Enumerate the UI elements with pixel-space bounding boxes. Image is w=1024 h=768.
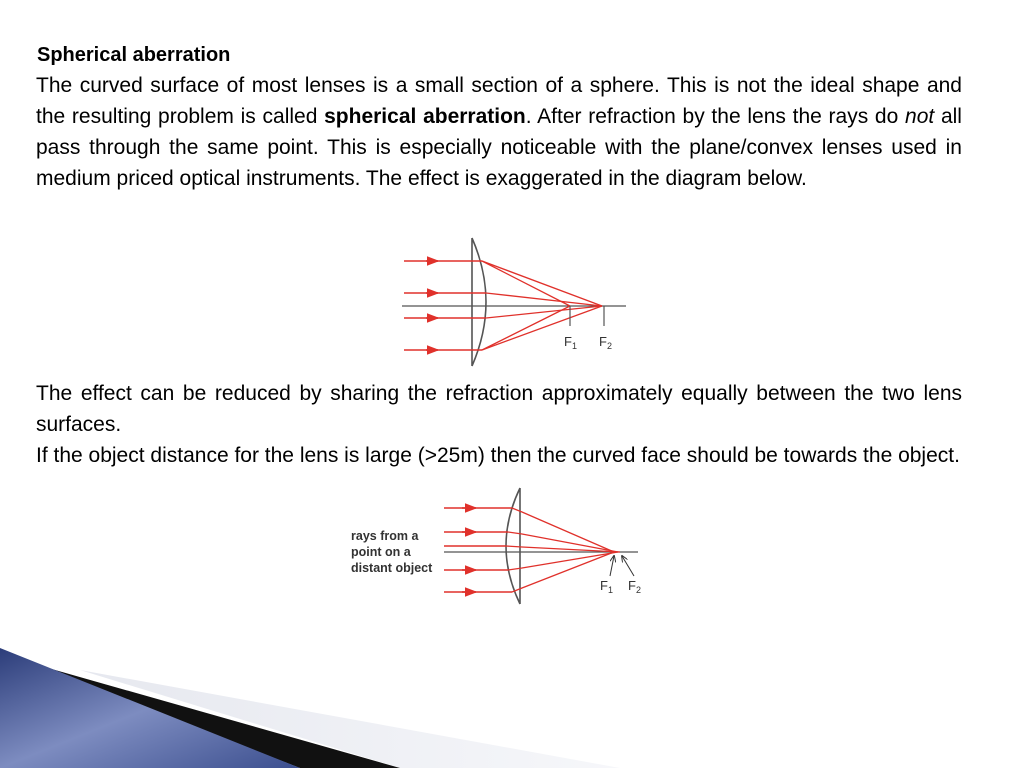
f2-label: $F_2$	[599, 334, 612, 351]
f2-2-label: $F_2$	[628, 578, 641, 595]
ray2-out-1	[512, 508, 614, 552]
section-heading: Spherical aberration	[37, 44, 231, 66]
diagram-distant-object-lens	[346, 484, 650, 606]
paragraph-object-distance: If the object distance for the lens is large (>25m) then the curved face should be towards the object.	[36, 444, 960, 467]
f1-label: $F_1$	[564, 334, 577, 351]
intro-italic-term: not	[905, 105, 935, 128]
paragraph-intro	[36, 70, 962, 194]
corner-black-band	[20, 660, 400, 768]
paragraph-reduction: The effect can be reduced by sharing the refraction approximately equally between the two lens surfaces.	[36, 382, 962, 436]
intro-text-3: all pass through the same point. This is especially noticeable with the plane/convex lenses used in medium priced optical instruments. The effect is exaggerated in the diagram below.	[36, 105, 962, 190]
f2-pointer	[622, 556, 634, 576]
corner-blue-band	[0, 648, 300, 768]
rays-caption	[351, 529, 433, 575]
lens-shape	[472, 238, 486, 366]
ray2-out-4	[508, 552, 618, 570]
ray2-out-5	[512, 552, 614, 592]
ray-out-6	[482, 306, 570, 350]
corner-grey-band	[80, 670, 620, 768]
diagram-plano-convex-aberration	[398, 234, 630, 368]
intro-bold-term: spherical aberration	[324, 105, 526, 128]
ray-out-5	[482, 261, 570, 306]
f2-1-label: $F_1$	[600, 578, 613, 595]
intro-text-1: The curved surface of most lenses is a small section of a sphere. This is not the ideal shape and the resulting problem is called	[36, 74, 962, 128]
caption-line-3: distant object	[351, 561, 433, 575]
intro-text-2: . After refraction by the lens the rays do	[525, 105, 906, 128]
caption-line-1: rays from a	[351, 529, 419, 543]
caption-line-2: point on a	[351, 545, 411, 559]
f1-pointer	[610, 556, 614, 576]
